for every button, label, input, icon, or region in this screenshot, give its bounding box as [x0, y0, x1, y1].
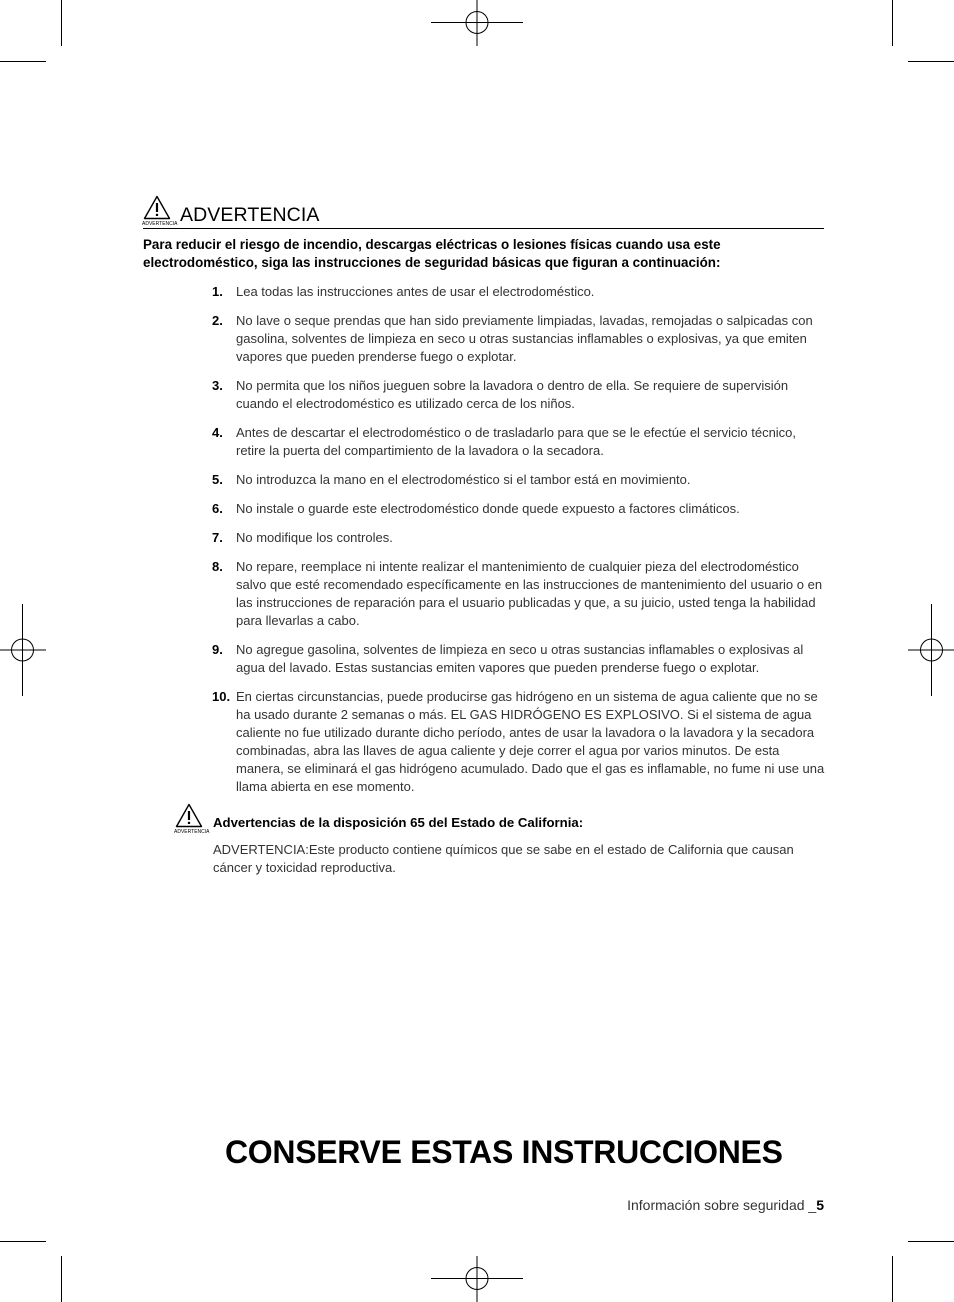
item-number: 3.: [212, 378, 223, 393]
heading-rule: [143, 228, 824, 229]
list-item: [212, 312, 828, 366]
item-number: 7.: [212, 530, 223, 545]
item-text: Lea todas las instrucciones antes de usar el electrodoméstico.: [236, 284, 595, 299]
item-number: 6.: [212, 501, 223, 516]
section-heading: ADVERTENCIA: [180, 204, 320, 226]
crop-mark-top-left-v: [61, 0, 62, 46]
item-text: No modifique los controles.: [236, 530, 393, 545]
item-number: 8.: [212, 559, 223, 574]
item-text: No introduzca la mano en el electrodoméstico si el tambor está en movimiento.: [236, 472, 691, 487]
registration-mark-left: [0, 604, 46, 696]
list-item: [212, 377, 828, 413]
list-item: [212, 471, 828, 489]
crop-mark-bottom-right-v: [892, 1256, 893, 1302]
california-warning-body: ADVERTENCIA:Este producto contiene químicos que se sabe en el estado de California que causan cáncer y toxicidad reproductiva.: [213, 842, 794, 875]
item-text: En ciertas circunstancias, puede producirse gas hidrógeno en un sistema de agua caliente que no se ha usado durante 2 semanas o más. EL GAS HIDRÓGENO ES EXPLOSIVO. Si el sistema de agua caliente no fue utilizado durante dicho período, antes de usar la lavadora o la lavadora y la secadora combinadas, abra las llaves de agua caliente y deje correr el agua por varios minutos. De esta manera, se eliminará el gas hidrógeno acumulado. Dado que el gas es inflamable, no fume ni use una llama abierta en ese momento.: [236, 689, 825, 794]
list-item: [212, 558, 828, 630]
list-item: [212, 424, 828, 460]
footer-section-label: Información sobre seguridad _: [627, 1197, 817, 1213]
list-item: [212, 641, 828, 677]
list-item: [212, 529, 828, 547]
item-text: No permita que los niños jueguen sobre la lavadora o dentro de ella. Se requiere de supervisión cuando el electrodoméstico es utilizado cerca de los niños.: [236, 378, 789, 411]
crop-mark-bottom-left-v: [61, 1256, 62, 1302]
crop-mark-top-right-h: [908, 61, 954, 62]
item-number: 5.: [212, 472, 223, 487]
item-text: No agregue gasolina, solventes de limpieza en seco u otras sustancias inflamables o explosivas al agua del lavado. Estas sustancias emiten vapores que pueden prenderse fuego o explotar.: [236, 642, 804, 675]
california-warning-triangle-icon: [175, 803, 203, 828]
list-item: [212, 283, 828, 301]
save-instructions-title: CONSERVE ESTAS INSTRUCCIONES: [225, 1134, 783, 1170]
item-number: 2.: [212, 313, 223, 328]
warning-triangle-icon: [143, 195, 171, 220]
california-warning-title: Advertencias de la disposición 65 del Estado de California:: [213, 815, 584, 830]
list-item: [212, 688, 828, 796]
crop-mark-top-left-h: [0, 61, 46, 62]
list-item: [212, 500, 828, 518]
registration-mark-top: [431, 0, 523, 46]
warning-icon-caption: ADVERTENCIA: [142, 221, 178, 227]
intro-paragraph: Para reducir el riesgo de incendio, descargas eléctricas o lesiones físicas cuando usa este electrodoméstico, siga las instrucciones de seguridad básicas que figuran a continuación:: [143, 237, 721, 270]
item-number: 1.: [212, 284, 223, 299]
crop-mark-top-right-v: [892, 0, 893, 46]
item-text: No repare, reemplace ni intente realizar el mantenimiento de cualquier pieza del electrodoméstico salvo que esté recomendado específicamente en las instrucciones de mantenimiento del usuario o en las instrucciones de reparación para el usuario publicadas y que, a su juicio, usted tenga la habilidad para llevarlas a cabo.: [236, 559, 823, 628]
item-number: 9.: [212, 642, 223, 657]
item-text: Antes de descartar el electrodoméstico o de trasladarlo para que se le efectúe el servicio técnico, retire la puerta del compartimiento de la lavadora o la secadora.: [236, 425, 797, 458]
crop-mark-bottom-right-h: [908, 1241, 954, 1242]
instruction-list: [212, 283, 828, 807]
california-warning-icon-caption: ADVERTENCIA: [174, 829, 210, 835]
page-footer: [627, 1197, 824, 1213]
registration-mark-right: [908, 604, 954, 696]
item-text: No instale o guarde este electrodoméstico donde quede expuesto a factores climáticos.: [236, 501, 740, 516]
item-number: 10.: [212, 689, 231, 704]
item-text: No lave o seque prendas que han sido previamente limpiadas, lavadas, remojadas o salpicadas con gasolina, solventes de limpieza en seco u otras sustancias inflamables o explosivas, ya que emiten vapores que pueden prenderse fuego o explotar.: [236, 313, 813, 364]
item-number: 4.: [212, 425, 223, 440]
registration-mark-bottom: [431, 1256, 523, 1302]
crop-mark-bottom-left-h: [0, 1241, 46, 1242]
page-number: 5: [816, 1197, 824, 1213]
